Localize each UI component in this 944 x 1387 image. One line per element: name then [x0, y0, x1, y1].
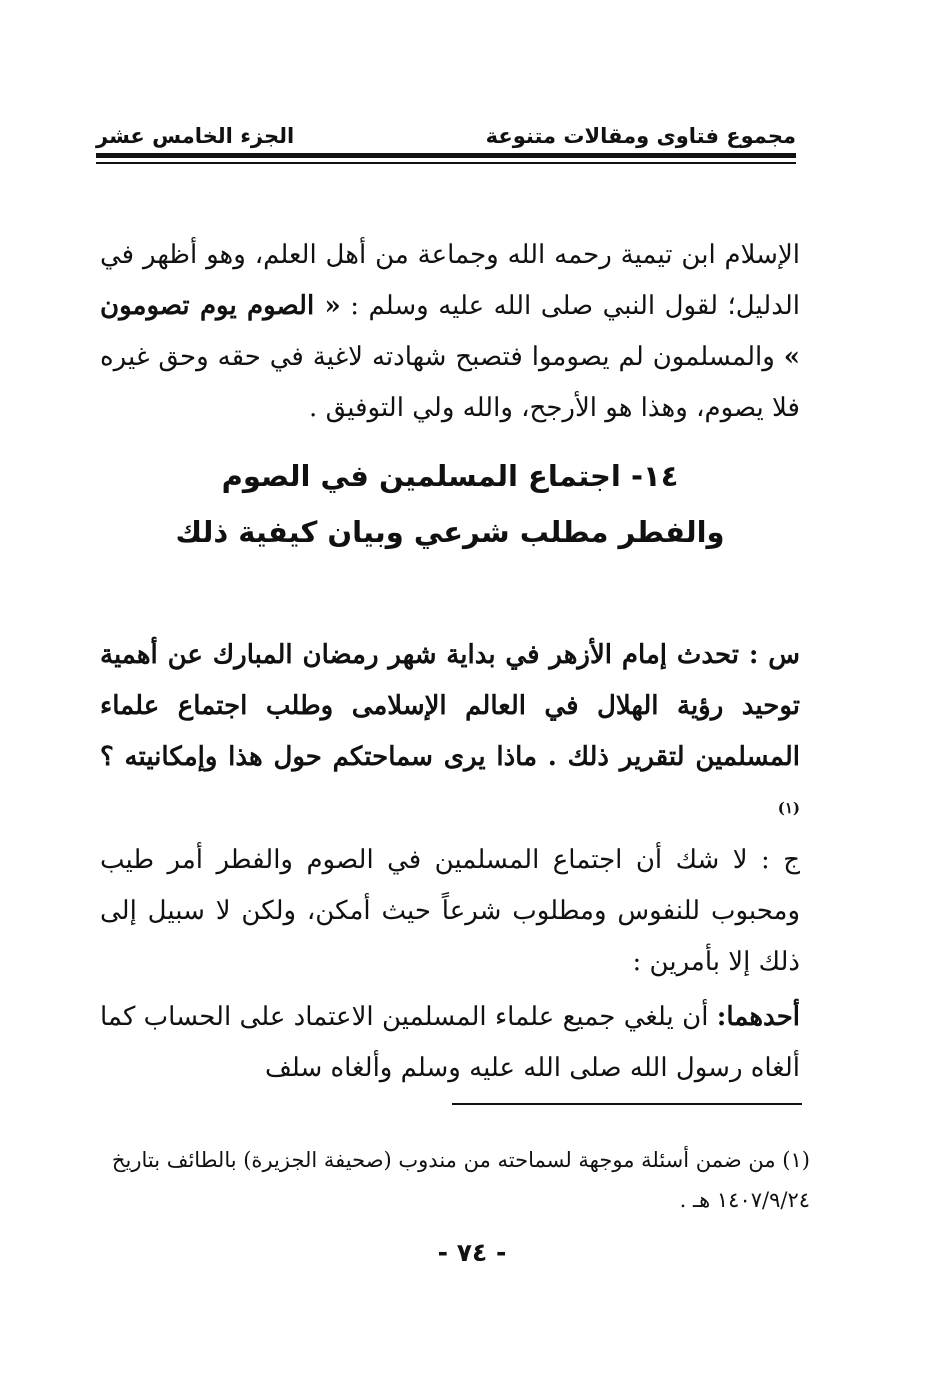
volume-title: الجزء الخامس عشر — [96, 124, 295, 148]
footnote: (١) من ضمن أسئلة موجهة لسماحته من مندوب (صحيفة الجزيرة) بالطائف بتاريخ ١٤٠٧/٩/٢٤ هـ . — [111, 1148, 810, 1212]
first-point-text: أن يلغي جميع علماء المسلمين الاعتماد على الحساب كما ألغاه رسول الله صلى الله عليه وسلم وألغاه سلف — [100, 1002, 800, 1083]
header-thick-rule — [96, 153, 796, 158]
book-title: مجموع فتاوى ومقالات متنوعة — [485, 124, 796, 148]
running-header — [96, 112, 796, 148]
hadith-quote: « الصوم يوم تصومون » — [100, 291, 800, 372]
section-title-line-1: ١٤- اجتماع المسلمين في الصوم — [221, 459, 679, 493]
intro-paragraph — [100, 230, 800, 434]
footnote-separator — [452, 1103, 802, 1105]
question-text: س : تحدث إمام الأزهر في بداية شهر رمضان المبارك عن أهمية توحيد رؤية الهلال في العالم الإسلامى وطلب اجتماع علماء المسلمين لتقرير ذلك . ماذا يرى سماحتكم حول هذا وإمكانيته ؟ — [100, 640, 800, 772]
intro-text-part-1: الإسلام ابن تيمية رحمه الله وجماعة من أهل العلم، وهو أظهر في الدليل؛ لقول النبي صلى الله عليه وسلم : — [100, 240, 800, 321]
footnote-marker: (١) — [777, 799, 800, 817]
intro-text-part-2: والمسلمون لم يصوموا فتصبح شهادته لاغية في حقه وحق غيره فلا يصوم، وهذا هو الأرجح، والله ولي التوفيق . — [100, 342, 800, 423]
question-paragraph — [100, 630, 800, 841]
section-title — [100, 448, 800, 560]
header-thin-rule — [96, 162, 796, 164]
first-point-paragraph — [100, 992, 800, 1094]
page-number: - ٧٤ - — [437, 1238, 507, 1267]
answer-paragraph: ج : لا شك أن اجتماع المسلمين في الصوم والفطر أمر طيب ومحبوب للنفوس ومطلوب شرعاً حيث أمكن، ولكن لا سبيل إلى ذلك إلا بأمرين : — [100, 845, 800, 977]
section-title-line-2: والفطر مطلب شرعي وبيان كيفية ذلك — [175, 515, 725, 549]
first-point-label: أحدهما: — [716, 1002, 800, 1032]
